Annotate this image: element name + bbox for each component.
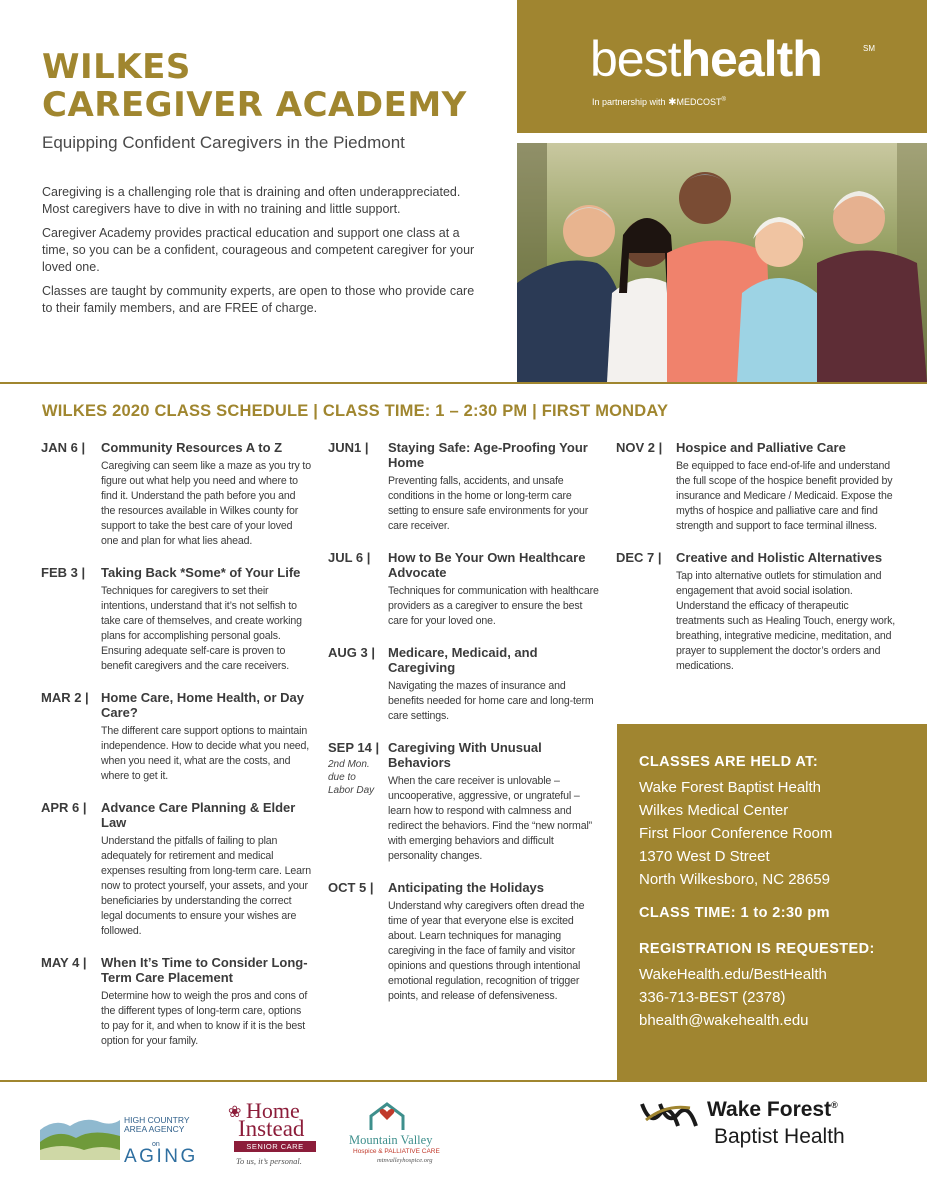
location-line: Wake Forest Baptist Health xyxy=(639,779,822,796)
entry-title: Hospice and Palliative Care xyxy=(676,440,846,455)
entry-date: OCT 5 | xyxy=(328,880,374,895)
entry-description: Be equipped to face end-of-life and understand the full scope of the hospice benefit provided by insurance and Medicare / Medicaid. Expose the myths of hospice and palliative care and find strength and support to face terminal illness. xyxy=(676,460,893,532)
entry-description: Caregiving can seem like a maze as you try to figure out what help you need and where to find it. Understand the path before you and the resources available in Wilkes county for support to take the best care of your loved one and plan for what lies ahead. xyxy=(101,460,311,547)
registration-url[interactable]: WakeHealth.edu/BestHealth xyxy=(639,966,827,983)
location-line: Wilkes Medical Center xyxy=(639,802,789,819)
house-heart-icon xyxy=(367,1100,407,1132)
besthealth-brand-box xyxy=(517,0,927,133)
entry-date: DEC 7 | xyxy=(616,550,662,565)
entry-title: Medicare, Medicaid, and Caregiving xyxy=(388,645,538,675)
entry-date: SEP 14 | xyxy=(328,740,380,755)
schedule-heading: WILKES 2020 CLASS SCHEDULE | CLASS TIME: 1 – 2:30 PM | FIRST MONDAY xyxy=(42,402,669,420)
held-heading: CLASSES ARE HELD AT: xyxy=(639,754,819,770)
location-line: 1370 West D Street xyxy=(639,848,770,865)
title-line-1: WILKES xyxy=(42,47,191,87)
wake-forest-logo xyxy=(640,1098,900,1158)
schedule-entry xyxy=(41,565,311,674)
entry-title: Advance Care Planning & Elder Law xyxy=(101,800,296,830)
schedule-column-1 xyxy=(41,440,311,1065)
intro-paragraph: Caregiving is a challenging role that is draining and often underappreciated. Most caregivers have to dive in with no training and little support. xyxy=(42,185,461,216)
schedule-entry xyxy=(328,550,603,629)
entry-date: MAR 2 | xyxy=(41,690,89,705)
schedule-column-3 xyxy=(616,440,896,690)
schedule-entry xyxy=(616,550,896,674)
schedule-entry xyxy=(328,880,603,1004)
entry-title: Staying Safe: Age-Proofing Your Home xyxy=(388,440,588,470)
entry-date: FEB 3 | xyxy=(41,565,86,580)
entry-title: Anticipating the Holidays xyxy=(388,880,545,895)
partner-name: MEDCOST xyxy=(676,97,722,107)
entry-description: Navigating the mazes of insurance and benefits needed for home care and long-term care settings. xyxy=(388,680,594,722)
intro-paragraph: Caregiver Academy provides practical education and support one class at a time, so you can be a confident, courageous and competent caregiver for your loved one. xyxy=(42,226,475,274)
wf-registered: ® xyxy=(831,1100,838,1110)
page-subtitle: Equipping Confident Caregivers in the Piedmont xyxy=(42,133,405,152)
partnership-text: In partnership with xyxy=(592,97,666,107)
schedule-entry xyxy=(328,740,603,864)
entry-date: APR 6 | xyxy=(41,800,87,815)
schedule-entry xyxy=(41,800,311,939)
hi-instead: Instead xyxy=(238,1116,305,1141)
entry-description: Determine how to weigh the pros and cons of the different types of long-term care, options to pay for it, and when to know if it is the best option for your family. xyxy=(101,990,308,1047)
besthealth-logo xyxy=(590,30,822,88)
divider-top xyxy=(0,382,927,384)
schedule-entry xyxy=(328,645,603,724)
mountains-icon xyxy=(40,1110,120,1160)
brand-name-part1: best xyxy=(590,31,681,87)
location-line: North Wilkesboro, NC 28659 xyxy=(639,871,830,888)
registration-phone[interactable]: 336-713-BEST (2378) xyxy=(639,989,786,1006)
entry-description: The different care support options to maintain independence. How to decide what you need, when you need it, what are the costs, and where to get it. xyxy=(101,725,310,782)
schedule-entry xyxy=(328,440,603,534)
entry-date: JUN1 | xyxy=(328,440,369,455)
wf-name-text: Wake Forest xyxy=(707,1098,832,1121)
entry-date-note: 2nd Mon. due to Labor Day xyxy=(328,759,375,796)
entry-date: MAY 4 | xyxy=(41,955,87,970)
entry-title: Community Resources A to Z xyxy=(101,440,283,455)
hi-tagline: To us, it’s personal. xyxy=(236,1156,302,1166)
entry-title: When It’s Time to Consider Long-Term Care Placement xyxy=(101,955,308,985)
entry-description: Understand why caregivers often dread the time of year that everyone else is excited about. Learn techniques for managing caregiving in the face of family and visitor opinions and questions through intentional emotional regulation, recognition of trigger points, and release of defensiveness. xyxy=(388,900,585,1002)
class-info-box xyxy=(617,724,927,1080)
entry-date: JUL 6 | xyxy=(328,550,371,565)
entry-description: Tap into alternative outlets for stimulation and engagement that avoid social isolation. Understand the efficacy of therapeutic treatments such as Healing Touch, energy work, breathing, integrative medicine, meditation, and prayer to supplement the doctor’s orders and medications. xyxy=(676,570,896,672)
title-line-2: CAREGIVER ACADEMY xyxy=(42,85,467,125)
photo-illustration xyxy=(517,143,927,382)
wake-forest-emblem-icon xyxy=(640,1100,700,1130)
entry-date: NOV 2 | xyxy=(616,440,663,455)
hi-home: Home xyxy=(246,1098,300,1123)
mountain-valley-logo xyxy=(345,1100,460,1170)
flower-icon: ❀ xyxy=(228,1104,242,1121)
schedule-entry xyxy=(41,955,311,1049)
mv-sub: Hospice & PALLIATIVE CARE xyxy=(353,1148,440,1155)
entry-title: Creative and Holistic Alternatives xyxy=(676,550,883,565)
mv-url: mtnvalleyhospice.org xyxy=(377,1157,433,1164)
entry-description: Preventing falls, accidents, and unsafe conditions in the home or long-term care setting to ensure safe environments for your care receiver. xyxy=(388,475,589,532)
brand-name-part2: health xyxy=(680,31,822,87)
location-line: First Floor Conference Room xyxy=(639,825,833,842)
class-time: CLASS TIME: 1 to 2:30 pm xyxy=(639,905,830,921)
schedule-entry xyxy=(616,440,896,534)
hc-line-1: HIGH COUNTRY xyxy=(124,1115,190,1125)
divider-bottom xyxy=(0,1080,927,1082)
entry-description: Understand the pitfalls of failing to plan adequately for retirement and medical expenses resulting from long-term care. Learn now to protect yourself, your assets, and your beneficiaries by understanding the correct legal documents to ensure your wishes are followed. xyxy=(101,835,311,937)
entry-title: How to Be Your Own Healthcare Advocate xyxy=(388,550,586,580)
entry-description: Techniques for communication with healthcare providers as a caregiver to ensure the best care for your loved one. xyxy=(388,585,599,627)
service-mark: SM xyxy=(863,44,875,53)
partnership-line: In partnership with ✱MEDCOST® xyxy=(592,97,726,108)
mv-name: Mountain Valley xyxy=(349,1133,433,1147)
entry-description: Techniques for caregivers to set their intentions, understand that it’s not selfish to take care of themselves, and create working plans for accomplishing personal goals. Ensuring adequate self-care is proven to benefit caregivers and the care receivers. xyxy=(101,585,302,672)
hc-on: on xyxy=(152,1141,160,1148)
hc-aging: AGING xyxy=(124,1146,198,1167)
schedule-entry xyxy=(41,690,311,784)
entry-date: JAN 6 | xyxy=(41,440,86,455)
hc-line-2: AREA AGENCY xyxy=(124,1124,185,1134)
schedule-entry xyxy=(41,440,311,549)
entry-title: Taking Back *Some* of Your Life xyxy=(101,565,301,580)
entry-date: AUG 3 | xyxy=(328,645,375,660)
schedule-column-2 xyxy=(328,440,603,1020)
high-country-aging-logo xyxy=(40,1110,210,1170)
entry-title: Home Care, Home Health, or Day Care? xyxy=(101,690,305,720)
entry-description: When the care receiver is unlovable – uncooperative, aggressive, or ungrateful – learn how to respond with calmness and redirect the behaviors. Find the “new normal” with emerging behaviors and difficult personality changes. xyxy=(388,775,593,862)
page-title xyxy=(42,48,467,124)
wf-name xyxy=(707,1098,838,1122)
home-instead-logo xyxy=(228,1100,328,1170)
entry-title: Caregiving With Unusual Behaviors xyxy=(388,740,542,770)
hi-bar: SENIOR CARE xyxy=(234,1141,316,1152)
caregivers-group-photo xyxy=(517,143,927,382)
registration-email[interactable]: bhealth@wakehealth.edu xyxy=(639,1012,809,1029)
medcost-icon: ✱ xyxy=(668,97,677,108)
registration-heading: REGISTRATION IS REQUESTED: xyxy=(639,941,875,957)
intro-paragraph: Classes are taught by community experts, are open to those who provide care to their family members, and are FREE of charge. xyxy=(42,284,475,315)
intro-text xyxy=(42,184,482,324)
wf-sub: Baptist Health xyxy=(714,1125,845,1148)
